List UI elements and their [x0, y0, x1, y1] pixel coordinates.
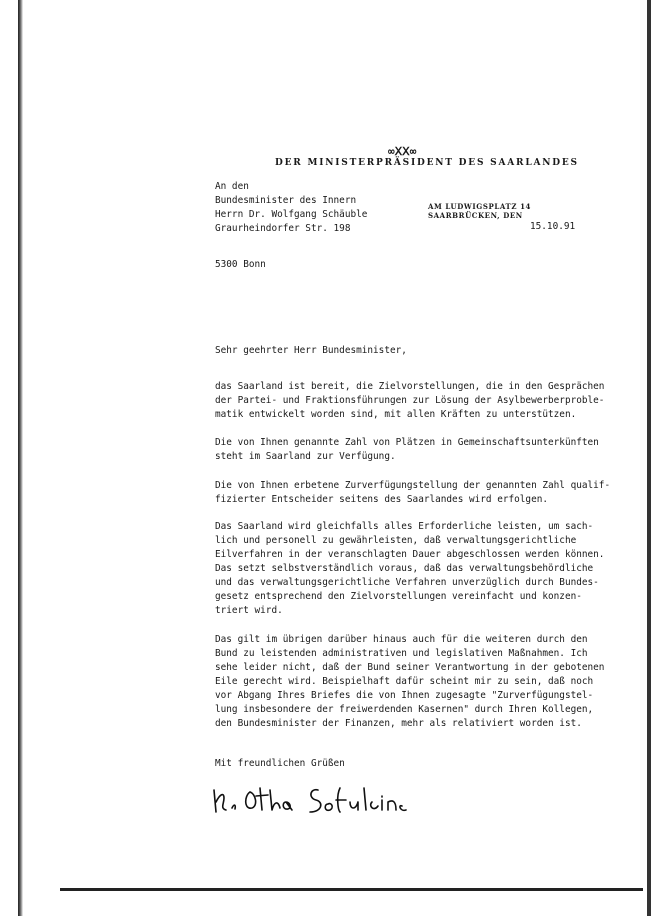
scan-edge-left	[18, 0, 23, 916]
signature-icon	[210, 782, 410, 818]
paragraph-line: Das gilt im übrigen darüber hinaus auch für die weiteren durch den	[215, 634, 588, 645]
paragraph-4	[215, 520, 604, 618]
letterhead-crest: ∞ⅩⅩ∞	[388, 145, 417, 158]
paragraph-line: und das verwaltungsgerichtliche Verfahren unverzüglich durch Bundes-	[215, 577, 599, 588]
recipient-address	[215, 180, 367, 236]
recipient-line: Bundesminister des Innern	[215, 195, 357, 206]
paragraph-5	[215, 633, 604, 731]
paragraph-line: vor Abgang Ihres Briefes die von Ihnen zugesagte "Zurverfügungstel-	[215, 690, 594, 701]
scan-edge-bottom	[60, 888, 643, 891]
paragraph-line: steht im Saarland zur Verfügung.	[215, 451, 396, 462]
paragraph-line: Die von Ihnen erbetene Zurverfügungstellung der genannten Zahl qualif-	[215, 480, 611, 491]
paragraph-3	[215, 479, 610, 507]
recipient-line: Herrn Dr. Wolfgang Schäuble	[215, 209, 368, 220]
paragraph-line: Bund zu leistenden administrativen und legislativen Maßnahmen. Ich	[215, 648, 588, 659]
scan-edge-right	[647, 0, 651, 916]
letter-date: 15.10.91	[530, 221, 576, 232]
paragraph-line: das Saarland ist bereit, die Zielvorstellungen, die in den Gesprächen	[215, 381, 605, 392]
paragraph-line: den Bundesminister der Finanzen, mehr als relativiert worden ist.	[215, 718, 582, 729]
paragraph-line: fizierter Entscheider seitens des Saarlandes wird erfolgen.	[215, 494, 549, 505]
paragraph-line: gesetz entsprechend den Zielvorstellungen vereinfacht und konzen-	[215, 591, 582, 602]
paragraph-line: Eile gerecht wird. Beispielhaft dafür scheint mir zu sein, daß noch	[215, 676, 594, 687]
recipient-city: 5300 Bonn	[215, 259, 266, 270]
paragraph-line: lich und personell zu gewährleisten, daß verwaltungsgerichtliche	[215, 535, 577, 546]
paragraph-line: Das Saarland wird gleichfalls alles Erforderliche leisten, um sach-	[215, 521, 594, 532]
sender-place-line: AM LUDWIGSPLATZ 14	[428, 202, 532, 211]
letterhead-title: DER MINISTERPRÄSIDENT DES SAARLANDES	[275, 158, 579, 168]
paragraph-line: matik entwickelt worden sind, mit allen Kräften zu unterstützen.	[215, 409, 577, 420]
recipient-line: An den	[215, 181, 249, 192]
closing: Mit freundlichen Grüßen	[215, 758, 345, 769]
recipient-line: Graurheindorfer Str. 198	[215, 223, 351, 234]
salutation: Sehr geehrter Herr Bundesminister,	[215, 345, 407, 356]
paragraph-line: Eilverfahren in der veranschlagten Dauer abgeschlossen werden können.	[215, 549, 605, 560]
sender-place-line: SAARBRÜCKEN, DEN	[428, 211, 523, 220]
paragraph-line: der Partei- und Fraktionsführungen zur Lösung der Asylbewerberproble-	[215, 395, 605, 406]
paragraph-line: Das setzt selbstverständlich voraus, daß das verwaltungsbehördliche	[215, 563, 594, 574]
paragraph-2	[215, 436, 599, 464]
paragraph-line: sehe leider nicht, daß der Bund seiner Verantwortung in der gebotenen	[215, 662, 605, 673]
paragraph-line: Die von Ihnen genannte Zahl von Plätzen in Gemeinschaftsunterkünften	[215, 437, 599, 448]
paragraph-1	[215, 380, 604, 422]
sender-place	[428, 202, 531, 220]
paragraph-line: lung insbesondere der freiwerdenden Kasernen" durch Ihren Kollegen,	[215, 704, 594, 715]
paragraph-line: triert wird.	[215, 605, 283, 616]
